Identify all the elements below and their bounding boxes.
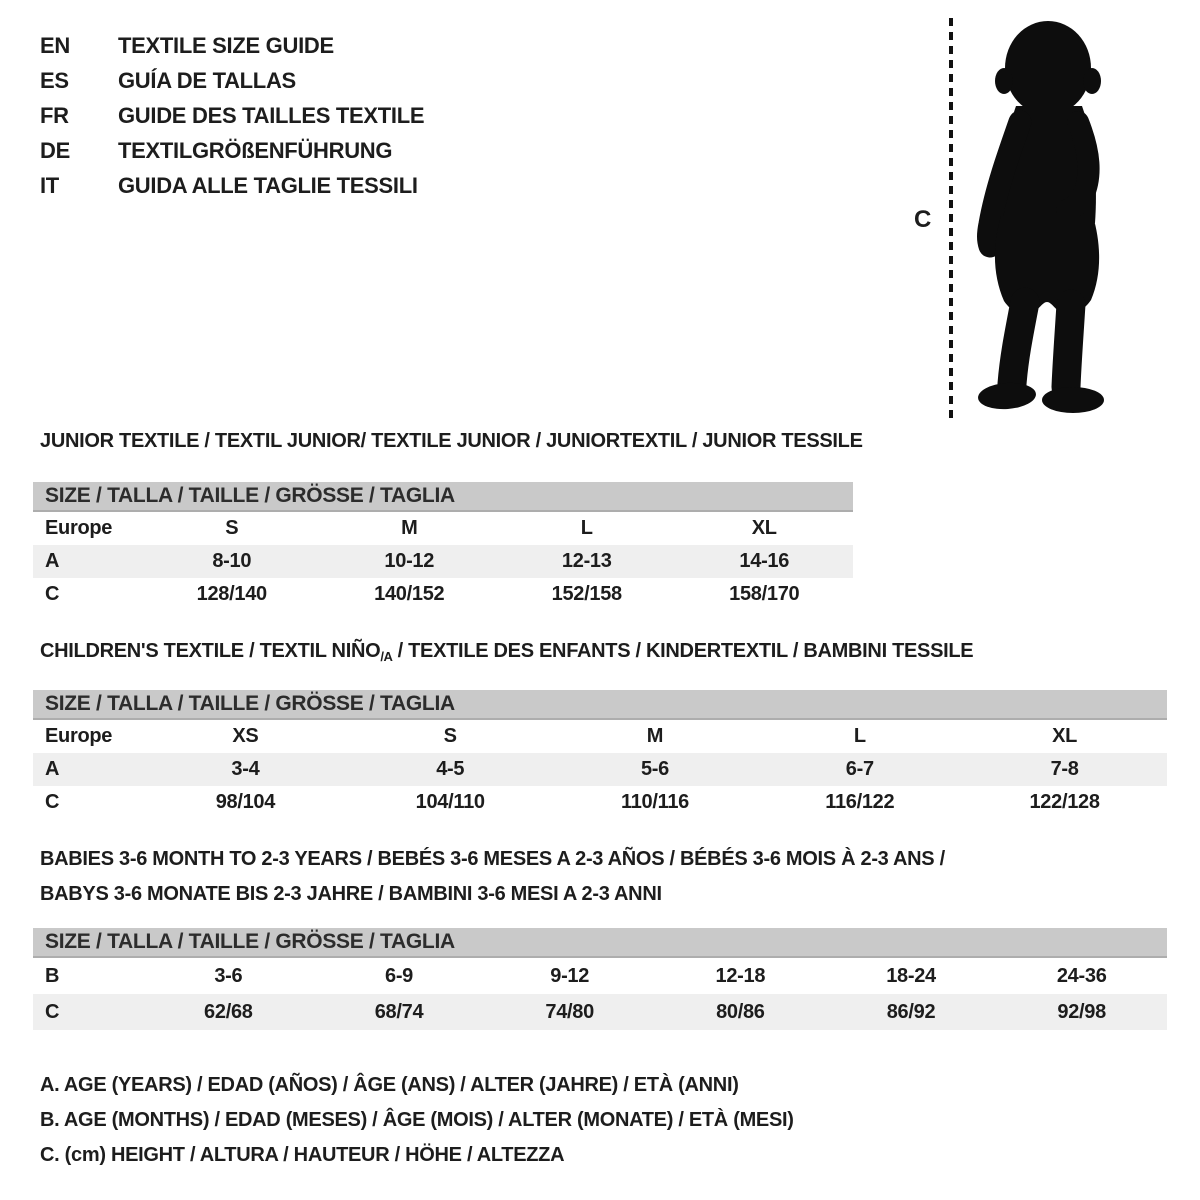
children-size-table (33, 690, 1167, 819)
height-cell: 98/104 (215, 791, 276, 813)
legend-line-a: A. AGE (YEARS) / EDAD (AÑOS) / ÂGE (ANS) / ALTER (JAHRE) / ETÀ (ANNI) (40, 1074, 739, 1096)
months-cell: 9-12 (550, 964, 590, 987)
table-row-height (33, 786, 1167, 819)
months-cell: 18-24 (886, 964, 936, 987)
months-cell: 6-9 (385, 964, 414, 987)
age-cell: 7-8 (1050, 758, 1079, 780)
months-cell: 24-36 (1056, 964, 1107, 987)
language-label: TEXTILE SIZE GUIDE (118, 32, 334, 58)
height-cell: 86/92 (886, 1000, 936, 1023)
row-label: C (45, 583, 60, 605)
size-cell: L (853, 725, 866, 747)
height-measure-label: C (914, 206, 932, 233)
babies-size-table (33, 928, 1167, 1030)
language-row-es (40, 63, 424, 98)
age-cell: 8-10 (212, 550, 252, 572)
age-cell: 3-4 (231, 758, 260, 780)
babies-section-title (40, 842, 945, 912)
size-cell: M (646, 725, 664, 747)
height-cell: 80/86 (716, 1000, 765, 1023)
row-label: B (45, 964, 60, 987)
language-label: GUÍA DE TALLAS (118, 67, 296, 93)
language-row-en (40, 28, 424, 63)
height-cell: 62/68 (204, 1000, 253, 1023)
table-row-europe (33, 512, 853, 545)
language-code: ES (40, 67, 69, 93)
height-cell: 68/74 (374, 1000, 424, 1023)
size-cell: XL (1052, 725, 1078, 747)
height-cell: 128/140 (196, 583, 267, 605)
children-title-part2: / TEXTILE DES ENFANTS / KINDERTEXTIL / BAMBINI TESSILE (392, 640, 974, 662)
language-label: TEXTILGRÖßENFÜHRUNG (118, 137, 393, 163)
size-cell: XS (232, 725, 259, 747)
height-cell: 104/110 (415, 791, 485, 813)
children-section-title (40, 640, 973, 664)
language-label: GUIDA ALLE TAGLIE TESSILI (118, 172, 418, 198)
table-row-age (33, 545, 853, 578)
size-cell: S (225, 517, 239, 539)
height-measure-line (948, 18, 954, 418)
height-cell: 74/80 (545, 1000, 594, 1023)
age-cell: 4-5 (436, 758, 465, 780)
row-label: C (45, 1000, 60, 1023)
babies-title-line1: BABIES 3-6 MONTH TO 2-3 YEARS / BEBÉS 3-6 MESES A 2-3 AÑOS / BÉBÉS 3-6 MOIS À 2-3 ANS / (40, 848, 945, 870)
height-cell: 116/122 (825, 791, 895, 813)
table-row-height (33, 578, 853, 611)
height-cell: 158/170 (729, 583, 800, 605)
height-cell: 110/116 (620, 791, 689, 813)
size-cell: XL (751, 517, 777, 539)
language-row-it (40, 168, 424, 203)
junior-section-title: JUNIOR TEXTILE / TEXTIL JUNIOR/ TEXTILE JUNIOR / JUNIORTEXTIL / JUNIOR TESSILE (40, 430, 863, 452)
age-cell: 10-12 (384, 550, 435, 572)
language-code: EN (40, 32, 70, 58)
months-cell: 3-6 (214, 964, 243, 987)
language-row-de (40, 133, 424, 168)
language-code: IT (40, 172, 59, 198)
legend-line-b: B. AGE (MONTHS) / EDAD (MESES) / ÂGE (MOIS) / ALTER (MONATE) / ETÀ (MESI) (40, 1109, 794, 1131)
height-cell: 140/152 (374, 583, 445, 605)
language-row-fr (40, 98, 424, 133)
row-label: Europe (45, 725, 113, 747)
age-cell: 14-16 (739, 550, 790, 572)
table-row-europe (33, 720, 1167, 753)
language-title-block (40, 28, 424, 203)
height-figure (900, 0, 1200, 430)
babies-title-line2: BABYS 3-6 MONATE BIS 2-3 JAHRE / BAMBINI 3-6 MESI A 2-3 ANNI (40, 883, 662, 905)
table-row-height (33, 994, 1167, 1030)
months-cell: 12-18 (715, 964, 766, 987)
children-title-part1: CHILDREN'S TEXTILE / TEXTIL NIÑO (40, 640, 381, 662)
language-code: DE (40, 137, 70, 163)
age-cell: 5-6 (640, 758, 669, 780)
table-row-age (33, 753, 1167, 786)
size-table-header: SIZE / TALLA / TAILLE / GRÖSSE / TAGLIA (33, 690, 1167, 720)
language-label: GUIDE DES TAILLES TEXTILE (118, 102, 425, 128)
size-table-header: SIZE / TALLA / TAILLE / GRÖSSE / TAGLIA (33, 482, 853, 512)
language-code: FR (40, 102, 69, 128)
age-cell: 6-7 (845, 758, 874, 780)
legend-block (40, 1068, 794, 1173)
size-cell: S (443, 725, 457, 747)
row-label: Europe (45, 517, 113, 539)
height-cell: 152/158 (551, 583, 622, 605)
junior-size-table (33, 482, 853, 611)
toddler-silhouette-icon (966, 16, 1141, 420)
height-cell: 92/98 (1057, 1000, 1106, 1023)
age-cell: 12-13 (561, 550, 612, 572)
table-row-months (33, 958, 1167, 994)
legend-line-c: C. (cm) HEIGHT / ALTURA / HAUTEUR / HÖHE / ALTEZZA (40, 1144, 565, 1166)
size-cell: M (401, 517, 418, 539)
size-table-header: SIZE / TALLA / TAILLE / GRÖSSE / TAGLIA (33, 928, 1167, 958)
children-title-sub: /A (380, 649, 393, 664)
size-cell: L (580, 517, 593, 539)
row-label: C (45, 791, 60, 813)
row-label: A (45, 758, 60, 780)
row-label: A (45, 550, 60, 572)
height-cell: 122/128 (1029, 791, 1100, 813)
